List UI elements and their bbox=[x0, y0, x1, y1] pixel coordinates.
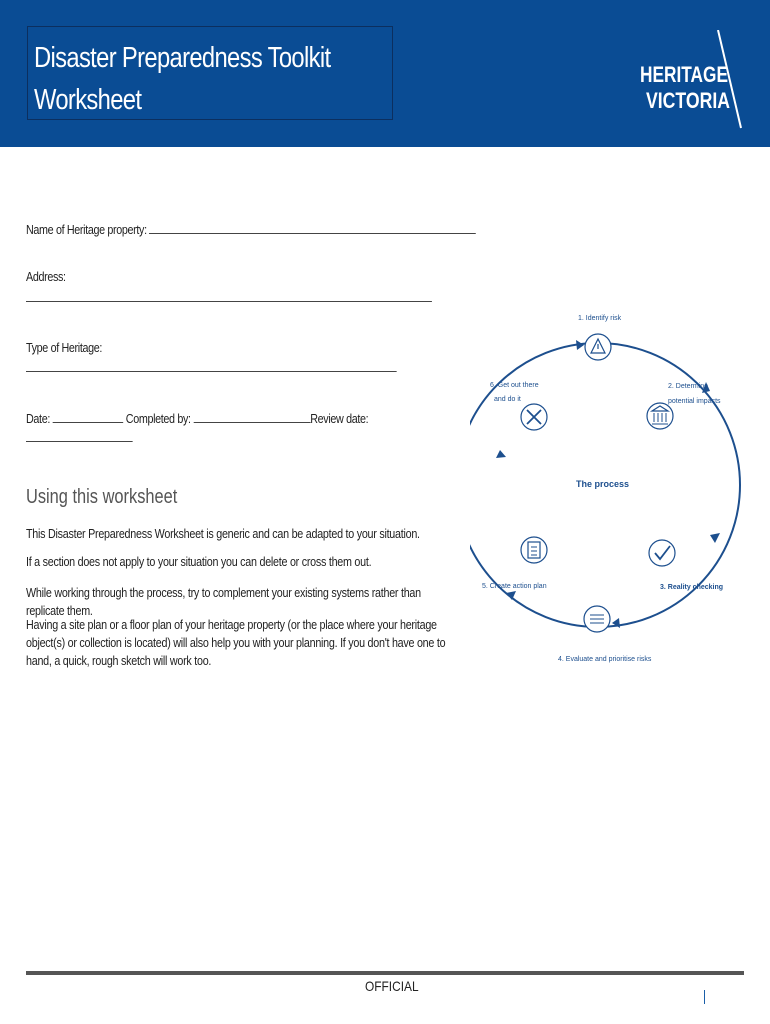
list-icon bbox=[584, 606, 610, 632]
date-label: Date: bbox=[26, 412, 50, 426]
footer-classification: OFFICIAL bbox=[365, 978, 419, 994]
arrow-icon bbox=[710, 533, 720, 543]
step-2-label-2: potential impacts bbox=[668, 398, 721, 405]
footer-divider bbox=[26, 971, 744, 975]
step-1-label: 1. Identify risk bbox=[578, 315, 622, 322]
date-row[interactable] bbox=[26, 411, 368, 426]
step-6-label-2: and do it bbox=[494, 396, 521, 403]
date-line[interactable] bbox=[53, 411, 124, 423]
step-3-label: 3. Reality checking bbox=[660, 584, 724, 591]
logo-line-1: HERITAGE bbox=[640, 62, 728, 87]
step-4-label: 4. Evaluate and prioritise risks bbox=[558, 656, 652, 663]
page-header bbox=[0, 0, 770, 147]
step-6-label: 6. Get out there bbox=[490, 382, 539, 389]
type-line[interactable] bbox=[26, 360, 397, 372]
paragraph: While working through the process, try to complement your existing systems rather than replicate them. bbox=[26, 586, 421, 618]
arrow-icon bbox=[496, 450, 506, 458]
review-date-line[interactable] bbox=[26, 430, 133, 442]
building-icon bbox=[647, 403, 673, 429]
title-line-2: Worksheet bbox=[34, 84, 142, 116]
property-name-line[interactable] bbox=[149, 222, 476, 234]
step-5-label: 5. Create action plan bbox=[482, 583, 547, 590]
title-box bbox=[27, 26, 393, 120]
center-label: The process bbox=[576, 479, 630, 489]
logo-line-2: VICTORIA bbox=[646, 88, 731, 113]
property-name-label: Name of Heritage property: bbox=[26, 223, 147, 237]
property-name-field[interactable] bbox=[26, 222, 476, 237]
review-date-label: Review date: bbox=[310, 412, 369, 426]
completed-by-label: Completed by: bbox=[125, 412, 191, 426]
arrow-icon bbox=[576, 340, 584, 350]
paragraph: Having a site plan or a floor plan of your heritage property (or the place where your heritage object(s) or collection is located) will also help you with your planning. If you don't have one to hand, a quick, rough sketch will work too. bbox=[26, 618, 446, 668]
tools-icon bbox=[521, 404, 547, 430]
completed-by-line[interactable] bbox=[193, 411, 310, 423]
type-label: Type of Heritage: bbox=[26, 341, 103, 355]
warning-icon bbox=[585, 334, 611, 360]
check-icon bbox=[649, 540, 675, 566]
title-line-1: Disaster Preparedness Toolkit bbox=[34, 42, 331, 74]
address-label: Address: bbox=[26, 270, 66, 284]
heritage-victoria-logo bbox=[638, 30, 748, 130]
section-title: Using this worksheet bbox=[26, 486, 178, 508]
review-date-field[interactable] bbox=[26, 430, 133, 445]
process-diagram bbox=[470, 305, 770, 675]
address-field[interactable] bbox=[26, 290, 432, 305]
step-2-label: 2. Determine bbox=[668, 383, 709, 390]
paragraph: If a section does not apply to your situation you can delete or cross them out. bbox=[26, 555, 372, 569]
page-marker bbox=[704, 990, 705, 1004]
address-line[interactable] bbox=[26, 290, 432, 302]
paragraph: This Disaster Preparedness Worksheet is generic and can be adapted to your situation. bbox=[26, 527, 420, 541]
clipboard-icon bbox=[521, 537, 547, 563]
type-field[interactable] bbox=[26, 360, 397, 375]
